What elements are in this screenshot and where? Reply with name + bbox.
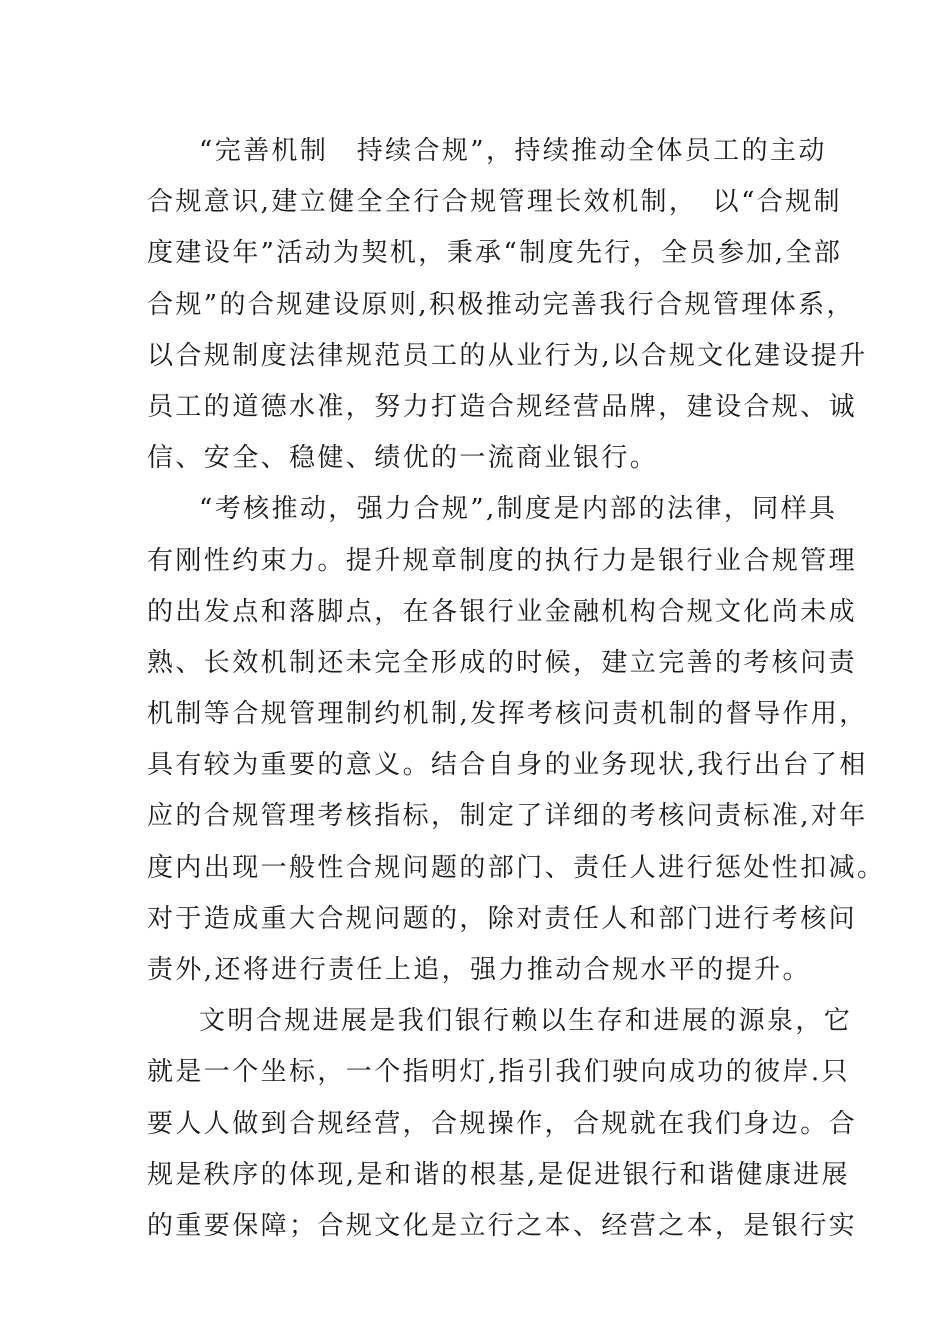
text-line: 以合规制度法律规范员工的从业行为,以合规文化建设提升 <box>147 340 868 371</box>
text-line: “考核推动，强力合规”,制度是内部的法律，同样具 <box>199 494 838 525</box>
text-line: 要人人做到合规经营，合规操作，合规就在我们身边。合 <box>147 1108 858 1139</box>
paragraph-3 <box>147 996 858 1252</box>
text-line: 文明合规进展是我们银行赖以生存和进展的源泉，它 <box>199 1006 853 1037</box>
text-line: 合规”的合规建设原则,积极推动完善我行合规管理体系， <box>147 289 855 320</box>
text-line: 应的合规管理考核指标，制定了详细的考核问责标准,对年 <box>147 801 868 832</box>
text-line: 规是秩序的体现,是和谐的根基,是促进银行和谐健康进展 <box>147 1159 850 1190</box>
text-line: 合规意识,建立健全全行合规管理长效机制， 以“合规制 <box>147 187 842 218</box>
text-line: 有刚性约束力。提升规章制度的执行力是银行业合规管理 <box>147 545 858 576</box>
text-line: 对于造成重大合规问题的，除对责任人和部门进行考核问 <box>147 903 858 934</box>
text-line: “完善机制 持续合规”，持续推动全体员工的主动 <box>199 136 827 166</box>
paragraph-1 <box>147 126 868 484</box>
text-line: 责外,还将进行责任上追，强力推动合规水平的提升。 <box>147 955 811 985</box>
paragraph-2 <box>147 484 886 996</box>
text-line: 的出发点和落脚点，在各银行业金融机构合规文化尚未成 <box>147 596 858 627</box>
document-body <box>147 126 886 1252</box>
text-line: 信、安全、稳健、绩优的一流商业银行。 <box>147 443 659 474</box>
text-line: 熟、长效机制还未完全形成的时候，建立完善的考核问责 <box>147 647 858 678</box>
text-line: 就是一个坐标，一个指明灯,指引我们驶向成功的彼岸.只 <box>147 1057 850 1088</box>
text-line: 员工的道德水准，努力打造合规经营品牌，建设合规、诚 <box>147 391 858 422</box>
text-line: 度建设年”活动为契机，秉承“制度先行，全员参加,全部 <box>147 238 843 269</box>
text-line: 的重要保障；合规文化是立行之本、经营之本，是银行实 <box>147 1210 858 1241</box>
text-line: 机制等合规管理制约机制,发挥考核问责机制的督导作用， <box>147 699 868 730</box>
text-line: 具有较为重要的意义。结合自身的业务现状,我行出台了相 <box>147 750 868 781</box>
text-line: 度内出现一般性合规问题的部门、责任人进行惩处性扣减。 <box>147 852 886 883</box>
